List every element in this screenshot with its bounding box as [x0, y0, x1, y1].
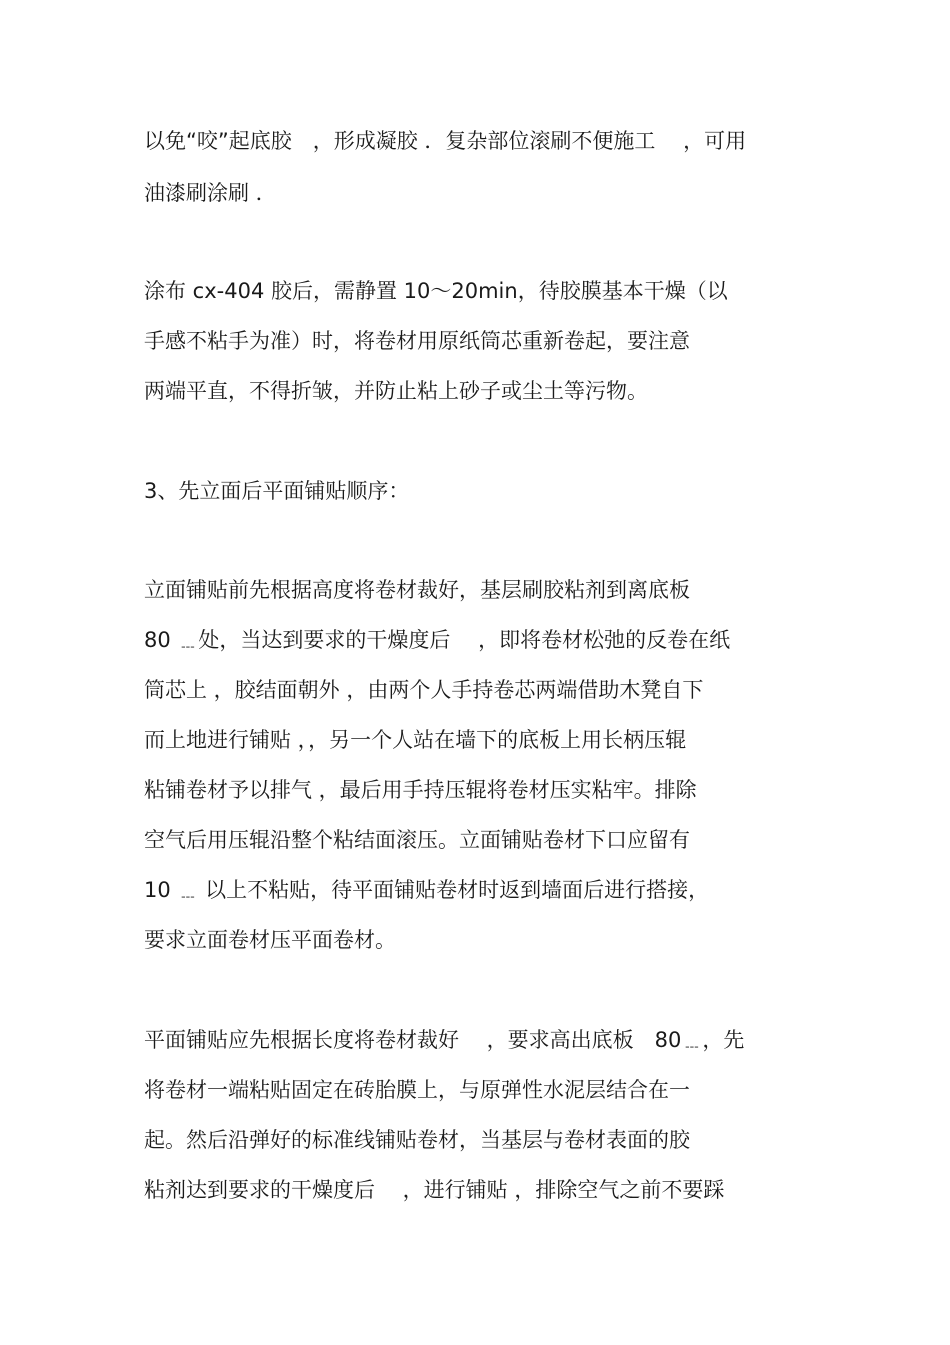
text-line: 而上地进行铺贴 ，，另一个人站在墙下的底板上用长柄压辊	[144, 728, 687, 752]
text-line: 油漆刷涂刷 ．	[144, 181, 277, 205]
text-line: 要求立面卷材压平面卷材。	[144, 928, 396, 952]
text-line: 以免“咬”起底胶 ，形成凝胶 ．复杂部位滚刷不便施工 ，可用	[144, 129, 747, 153]
text-line: 将卷材一端粘贴固定在砖胎膜上，与原弹性水泥层结合在一	[144, 1078, 690, 1102]
text-line: 两端平直，不得折皱，并防止粘上砂子或尘土等污物。	[144, 379, 648, 403]
text-line: 10 ﹍ 以上不粘贴，待平面铺贴卷材时返到墙面后进行搭接，	[144, 878, 710, 902]
text-line: 起。然后沿弹好的标准线铺贴卷材，当基层与卷材表面的胶	[144, 1128, 690, 1152]
text-line: 空气后用压辊沿整个粘结面滚压。立面铺贴卷材下口应留有	[144, 828, 690, 852]
text-line: 涂布 cx-404 胶后，需静置 10～20min，待胶膜基本干燥（以	[144, 279, 728, 303]
text-line: 平面铺贴应先根据长度将卷材裁好 ，要求高出底板 80﹍，先	[144, 1028, 745, 1052]
text-line: 80 ﹍处，当达到要求的干燥度后 ，即将卷材松弛的反卷在纸	[144, 628, 731, 652]
text-line: 筒芯上 ，胶结面朝外 ，由两个人手持卷芯两端借助木凳自下	[144, 678, 704, 702]
text-line: 立面铺贴前先根据高度将卷材裁好，基层刷胶粘剂到离底板	[144, 578, 690, 602]
text-line: 手感不粘手为准）时，将卷材用原纸筒芯重新卷起，要注意	[144, 329, 690, 353]
text-line: 粘铺卷材予以排气 ，最后用手持压辊将卷材压实粘牢。排除	[144, 778, 697, 802]
text-line: 粘剂达到要求的干燥度后 ，进行铺贴 ，排除空气之前不要踩	[144, 1178, 725, 1202]
section-heading: 3、先立面后平面铺贴顺序：	[144, 479, 410, 503]
